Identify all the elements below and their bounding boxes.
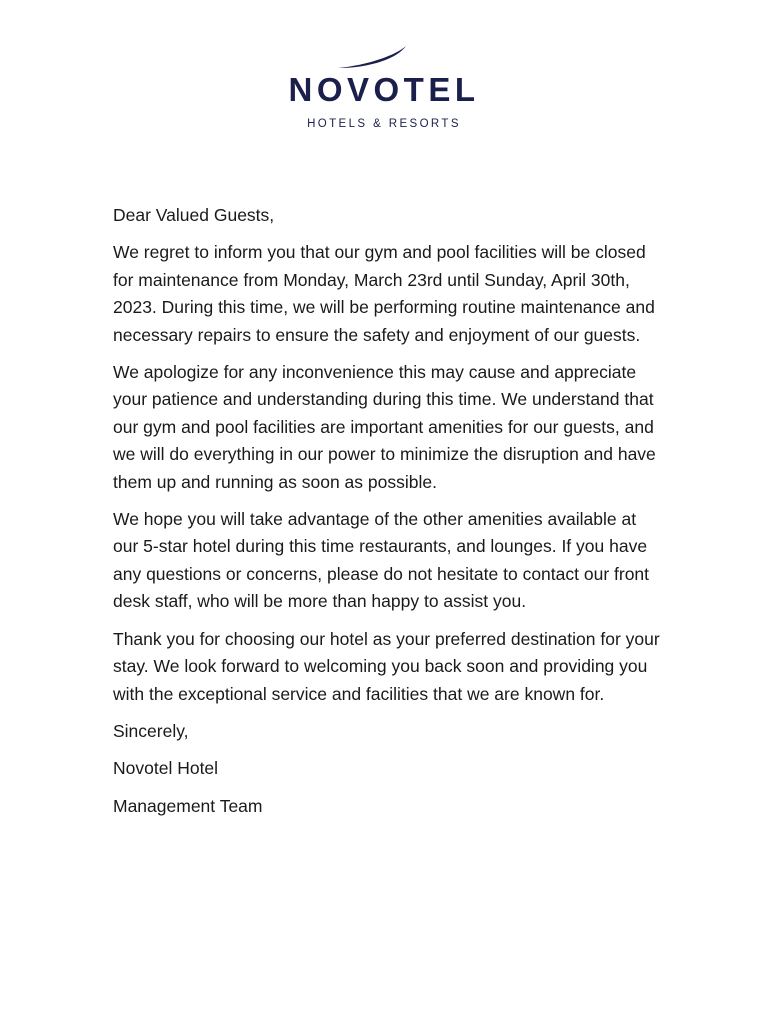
paragraph-other-amenities: We hope you will take advantage of the other amenities available at our 5-star hotel during this time restaurants, and lounges. If you have any questions or concerns, please do not hesitate to contact our front desk staff, who will be more than happy to assist you. (113, 509, 650, 612)
novotel-logo (0, 40, 768, 140)
signature-line-1: Novotel Hotel (113, 758, 219, 779)
logo-subtitle-text: HOTELS & RESORTS (307, 118, 461, 130)
paragraph-closure-notice: We regret to inform you that our gym and pool facilities will be closed for maintenance from Monday, March 23rd until Sunday, April 30th, 2023. During this time, we will be performing routine maintenance and necessary repairs to ensure the safety and enjoyment of our guests. (113, 242, 655, 345)
logo-swoosh-icon (330, 44, 410, 70)
paragraph-thank-you: Thank you for choosing our hotel as your preferred destination for your stay. We look forward to welcoming you back soon and providing you with the exceptional service and facilities that we are known for. (113, 628, 660, 704)
letter-body (113, 202, 661, 830)
logo-brand-text: NOVOTEL (288, 71, 480, 108)
salutation: Dear Valued Guests, (113, 205, 275, 225)
closing: Sincerely, (113, 720, 189, 741)
paragraph-apology: We apologize for any inconvenience this may cause and appreciate your patience and understanding during this time. We understand that our gym and pool facilities are important amenities for our guests, and we will do everything in our power to minimize the disruption and have them up and running as soon as possible. (113, 362, 656, 492)
signature-line-2: Management Team (113, 795, 263, 816)
